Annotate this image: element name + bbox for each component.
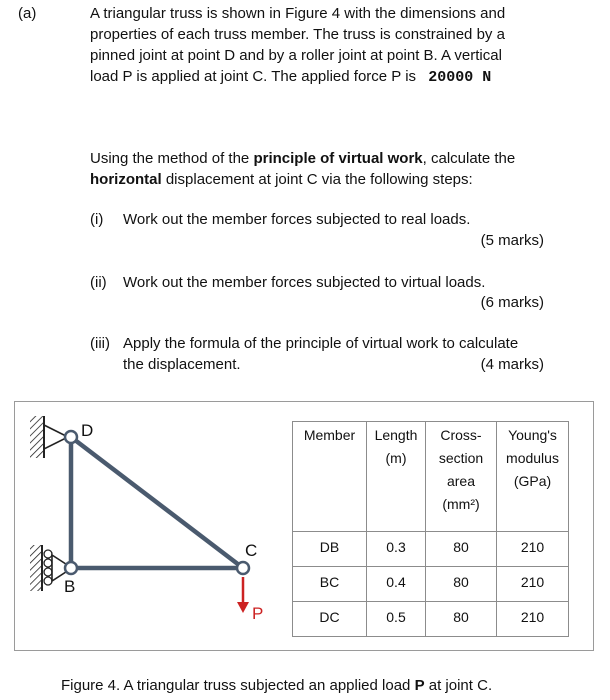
- step-3-num: (iii): [90, 335, 110, 352]
- step-2-num: (ii): [90, 274, 107, 291]
- intro-line-1: A triangular truss is shown in Figure 4 with the dimensions and: [90, 5, 506, 22]
- joint-b: [65, 562, 77, 574]
- intro-line-4: [90, 67, 491, 88]
- step-2-marks: (6 marks): [480, 294, 544, 311]
- joint-d: [65, 431, 77, 443]
- cell-modulus: 210: [497, 532, 569, 567]
- step-3-text-1: Apply the formula of the principle of virtual work to calculate: [123, 335, 519, 352]
- label-c: C: [245, 541, 258, 560]
- force-value: 20000 N: [428, 69, 492, 86]
- header-member: Member: [293, 422, 367, 532]
- label-d: D: [81, 421, 94, 440]
- cell-length: 0.5: [367, 602, 426, 637]
- cell-member: DB: [293, 532, 367, 567]
- truss-diagram: [20, 410, 280, 640]
- cell-modulus: 210: [497, 602, 569, 637]
- step-3-text-2: the displacement.: [123, 356, 241, 373]
- label-p: P: [252, 604, 264, 623]
- table-row: [293, 567, 569, 602]
- caption-bold: P: [414, 677, 425, 694]
- step-1-marks: (5 marks): [480, 232, 544, 249]
- cell-length: 0.4: [367, 567, 426, 602]
- intro-line-3: pinned joint at point D and by a roller joint at point B. A vertical: [90, 47, 502, 64]
- step-2-text: Work out the member forces subjected to virtual loads.: [123, 274, 486, 291]
- table-row: [293, 602, 569, 637]
- method-line-1: [90, 149, 515, 169]
- joint-c: [237, 562, 249, 574]
- cell-modulus: 210: [497, 567, 569, 602]
- table-header-row: [293, 422, 569, 532]
- header-modulus: Young's modulus (GPa): [497, 422, 569, 532]
- cell-member: BC: [293, 567, 367, 602]
- intro-line-2: properties of each truss member. The truss is constrained by a: [90, 26, 505, 43]
- caption-prefix: Figure 4. A triangular truss subjected an applied load: [61, 677, 415, 694]
- method-line-2: [90, 170, 473, 190]
- cell-area: 80: [426, 532, 497, 567]
- intro-line-4-text: load P is applied at joint C. The applied force P is: [90, 68, 417, 85]
- cell-member: DC: [293, 602, 367, 637]
- cell-length: 0.3: [367, 532, 426, 567]
- figure-caption: [61, 676, 492, 696]
- load-arrow-p: [237, 577, 249, 613]
- header-area: Cross- section area (mm²): [426, 422, 497, 532]
- cell-area: 80: [426, 567, 497, 602]
- step-3-marks: (4 marks): [480, 356, 544, 373]
- part-label: (a): [18, 5, 37, 22]
- header-length: Length (m): [367, 422, 426, 532]
- member-dc: [71, 437, 243, 568]
- caption-suffix: at joint C.: [424, 677, 493, 694]
- label-b: B: [64, 577, 76, 596]
- method-bold: principle of virtual work: [253, 150, 423, 167]
- step-1-text: Work out the member forces subjected to real loads.: [123, 211, 471, 228]
- table-row: [293, 532, 569, 567]
- method-prefix: Using the method of the: [90, 150, 254, 167]
- pin-support-d: [30, 416, 68, 458]
- method-horizontal: horizontal: [90, 171, 162, 188]
- method-line-2-suffix: displacement at joint C via the following steps:: [161, 171, 473, 188]
- member-properties-table: [292, 421, 569, 637]
- cell-area: 80: [426, 602, 497, 637]
- step-1-num: (i): [90, 211, 104, 228]
- method-suffix: , calculate the: [422, 150, 516, 167]
